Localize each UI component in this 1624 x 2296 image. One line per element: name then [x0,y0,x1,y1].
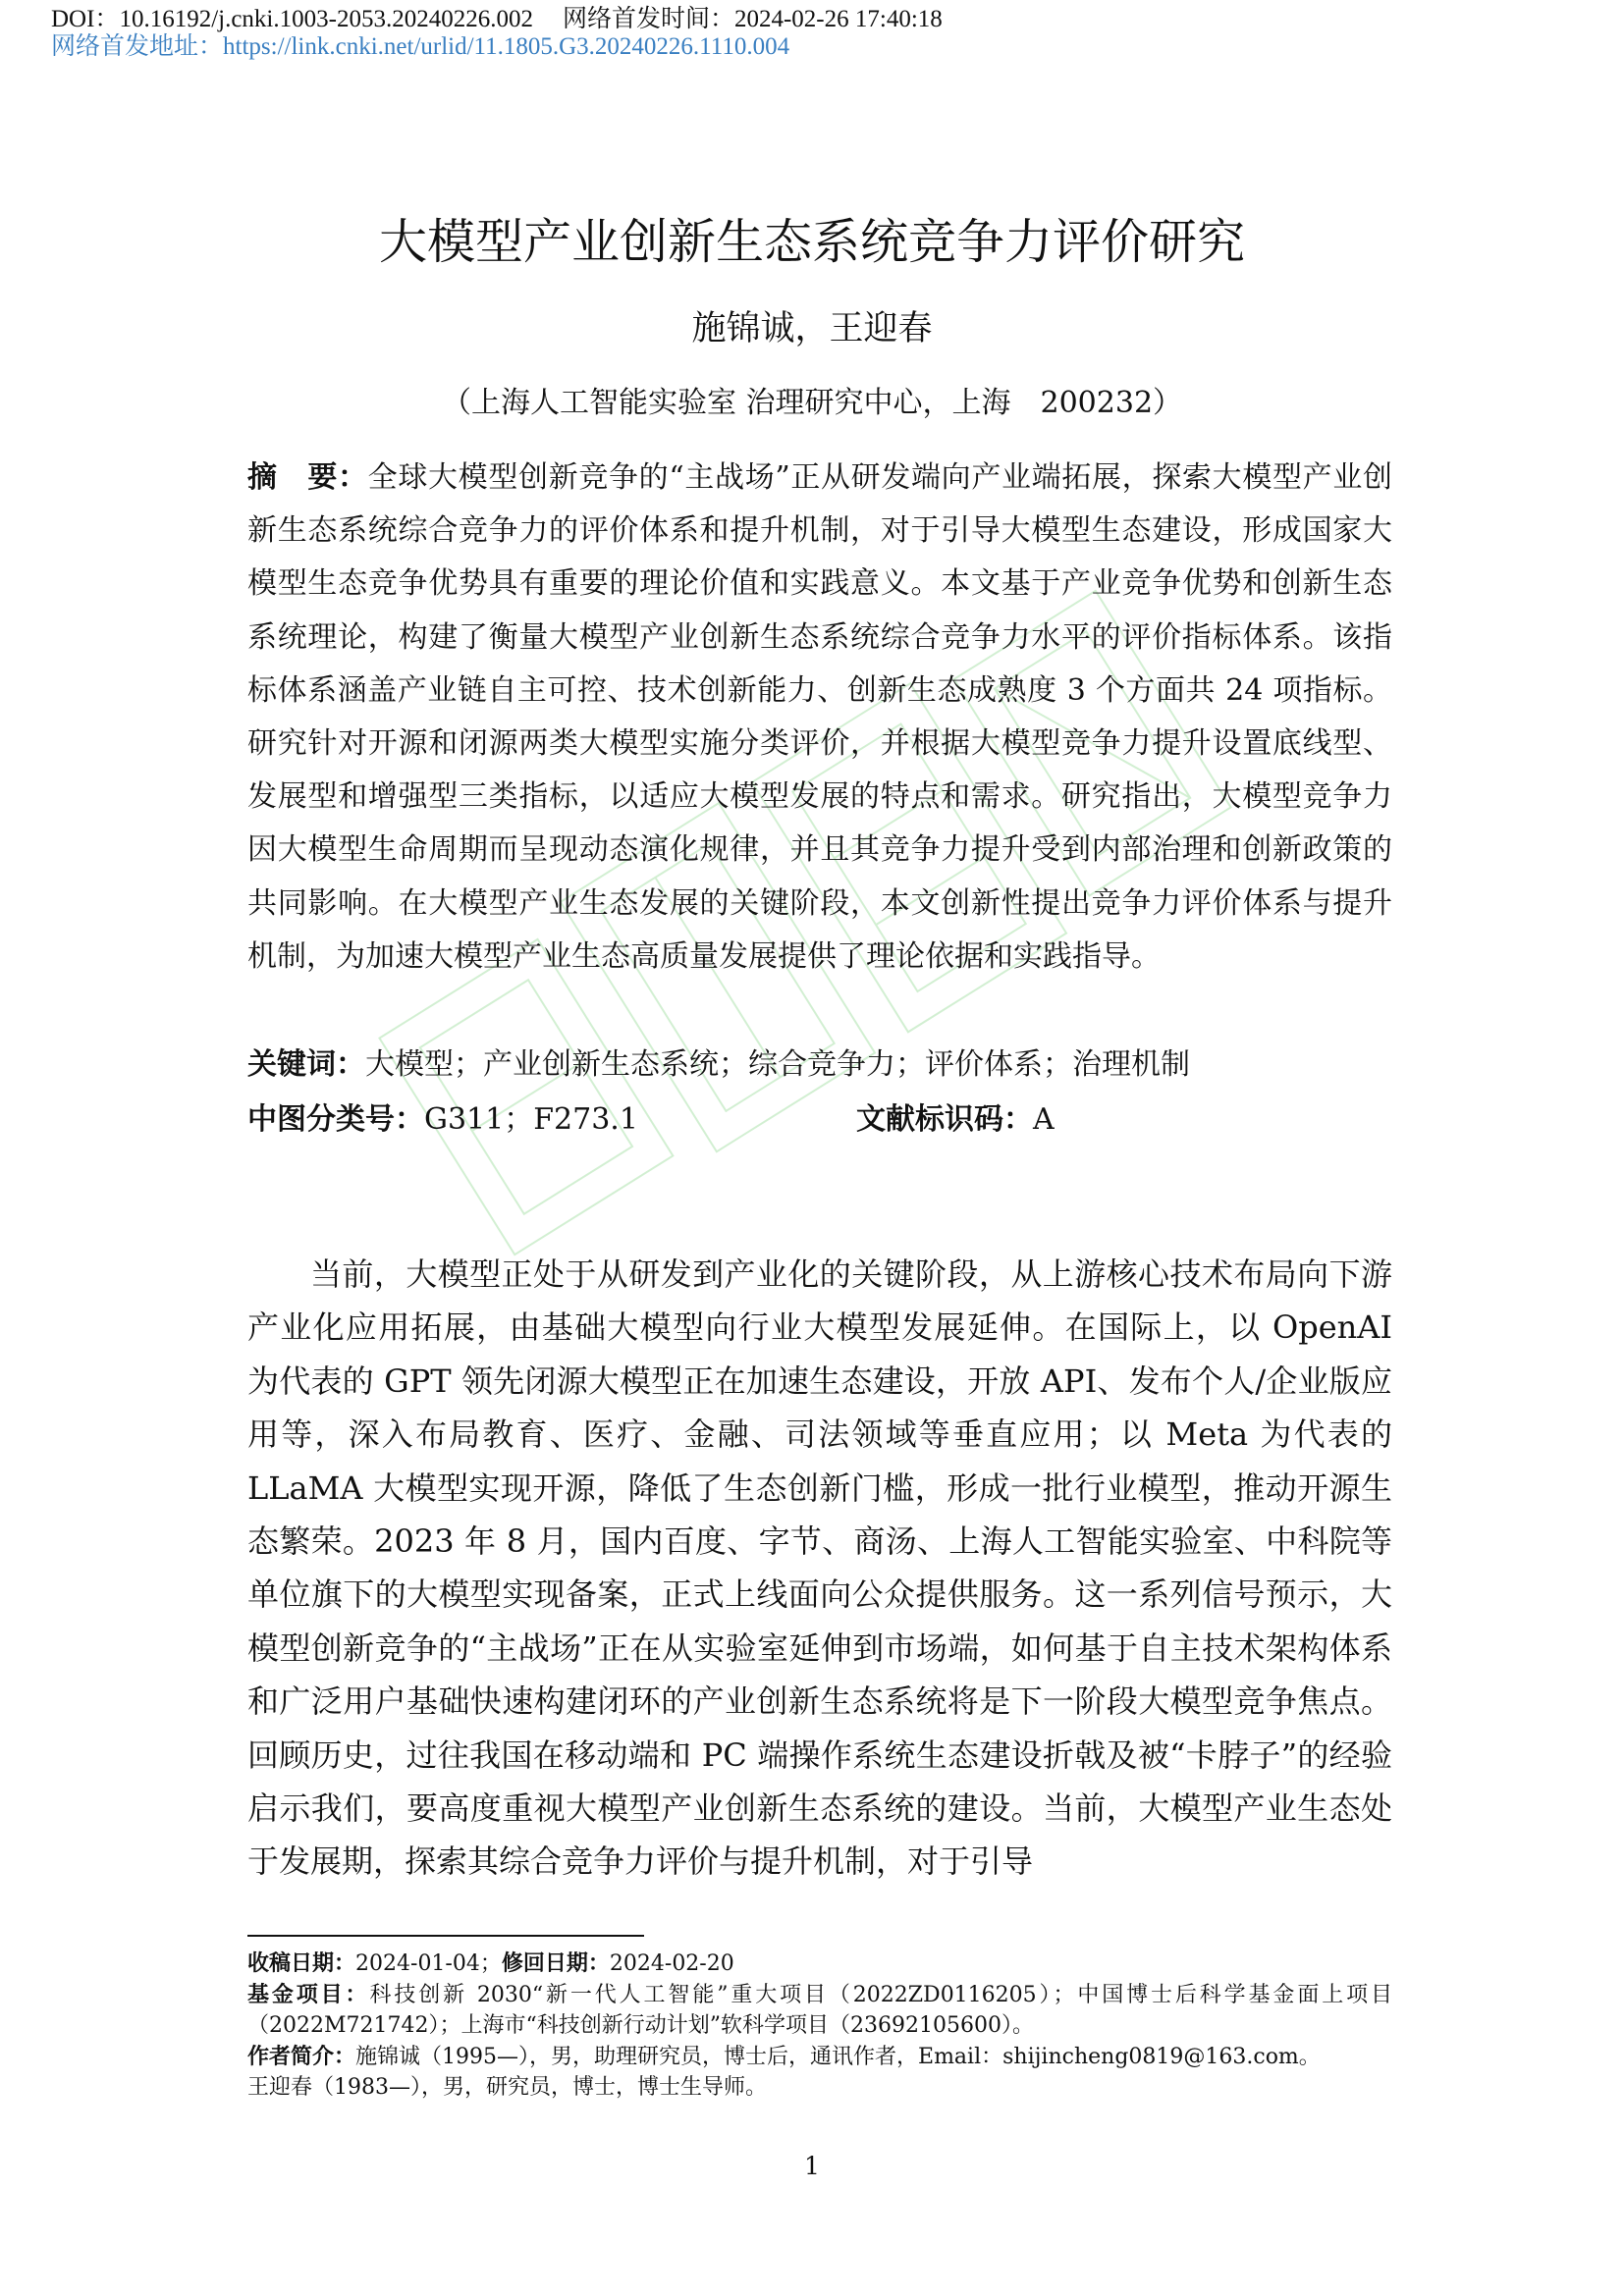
author-bio-label: 作者简介： [247,2044,356,2069]
keywords [247,1039,1392,1092]
online-time-label: 网络首发时间： [562,6,734,32]
footnote-author-1 [247,2042,1392,2073]
author-bio-1: 施锦诚（1995—），男，助理研究员，博士后，通讯作者，Email：shijincheng0819@163.com。 [355,2044,1321,2069]
fund-label: 基金项目： [247,1982,370,2007]
classification-code: G311；F273.1 [424,1102,638,1137]
document-code-value: A [1033,1102,1055,1137]
footnote-author-2: 王迎春（1983—），男，研究员，博士，博士生导师。 [247,2075,767,2100]
abstract-text: 全球大模型创新竞争的“主战场”正从研发端向产业端拓展，探索大模型产业创新生态系统综合竞争力的评价体系和提升机制，对于引导大模型生态建设，形成国家大模型生态竞争优势具有重要的理论价值和实践意义。本文基于产业竞争优势和创新生态系统理论，构建了衡量大模型产业创新生态系统综合竞争力水平的评价指标体系。该指标体系涵盖产业链自主可控、技术创新能力、创新生态成熟度 3 个方面共 24 项指标。研究针对开源和闭源两类大模型实施分类评价，并根据大模型竞争力提升设置底线型、发展型和增强型三类指标，以适应大模型发展的特点和需求。研究指出，大模型竞争力因大模型生命周期而呈现动态演化规律，并且其竞争力提升受到内部治理和创新政策的共同影响。在大模型产业生态发展的关键阶段，本文创新性提出竞争力评价体系与提升机制，为加速大模型产业生态高质量发展提供了理论依据和实践指导。 [247,460,1392,974]
document-code [856,1094,1055,1147]
classification [247,1094,1392,1147]
abstract [247,452,1392,984]
online-time-value: 2024-02-26 17:40:18 [733,6,943,32]
keywords-label: 关键词： [247,1047,365,1082]
revised-date: 2024-02-20 [609,1951,734,1976]
footnote-dates [247,1949,1392,1980]
footnote-fund [247,1980,1392,2042]
document-code-label: 文献标识码： [856,1102,1033,1137]
received-date: 2024-01-04； [355,1951,502,1976]
fund-text: 科技创新 2030“新一代人工智能”重大项目（2022ZD0116205）；中国博士后科学基金面上项目（2022M721742）；上海市“科技创新行动计划”软科学项目（23692105600）。 [247,1982,1392,2038]
online-url-link[interactable]: https://link.cnki.net/urlid/11.1805.G3.20240226.1110.004 [223,33,790,60]
online-url-line [51,31,789,62]
doi-label: DOI： [51,6,120,32]
paper-affiliation: （上海人工智能实验室 治理研究中心，上海 200232） [441,386,1183,420]
online-url-label: 网络首发地址： [51,33,224,60]
abstract-label: 摘 要： [247,460,368,495]
classification-label: 中图分类号： [247,1102,424,1137]
footnotes [247,1949,1392,2104]
doi-value[interactable]: 10.16192/j.cnki.1003-2053.20240226.002 [119,6,533,32]
body-paragraph: 当前，大模型正处于从研发到产业化的关键阶段，从上游核心技术布局向下游产业化应用拓展，由基础大模型向行业大模型发展延伸。在国际上，以 OpenAI 为代表的 GPT 领先闭源大模型正在加速生态建设，开放 API、发布个人/企业版应用等，深入布局教育、医疗、金融、司法领域等垂直应用；以 Meta 为代表的 LLaMA 大模型实现开源，降低了生态创新门槛，形成一批行业模型，推动开源生态繁荣。2023 年 8 月，国内百度、字节、商汤、上海人工智能实验室、中科院等单位旗下的大模型实现备案，正式上线面向公众提供服务。这一系列信号预示，大模型创新竞争的“主战场”正在从实验室延伸到市场端，如何基于自主技术架构体系和广泛用户基础快速构建闭环的产业创新生态系统将是下一阶段大模型竞争焦点。回顾历史，过往我国在移动端和 PC 端操作系统生态建设折戟及被“卡脖子”的经验启示我们，要高度重视大模型产业创新生态系统的建设。当前，大模型产业生态处于发展期，探索其综合竞争力评价与提升机制，对于引导 [247,1255,1392,1881]
footnote-rule [247,1935,644,1937]
keywords-text: 大模型；产业创新生态系统；综合竞争力；评价体系；治理机制 [365,1047,1190,1082]
paper-authors: 施锦诚，王迎春 [691,309,933,348]
doi-line [51,4,943,34]
paper-title: 大模型产业创新生态系统竞争力评价研究 [378,214,1245,270]
page-number: 1 [804,2152,820,2180]
revised-label: 修回日期： [501,1951,610,1976]
received-label: 收稿日期： [247,1951,356,1976]
